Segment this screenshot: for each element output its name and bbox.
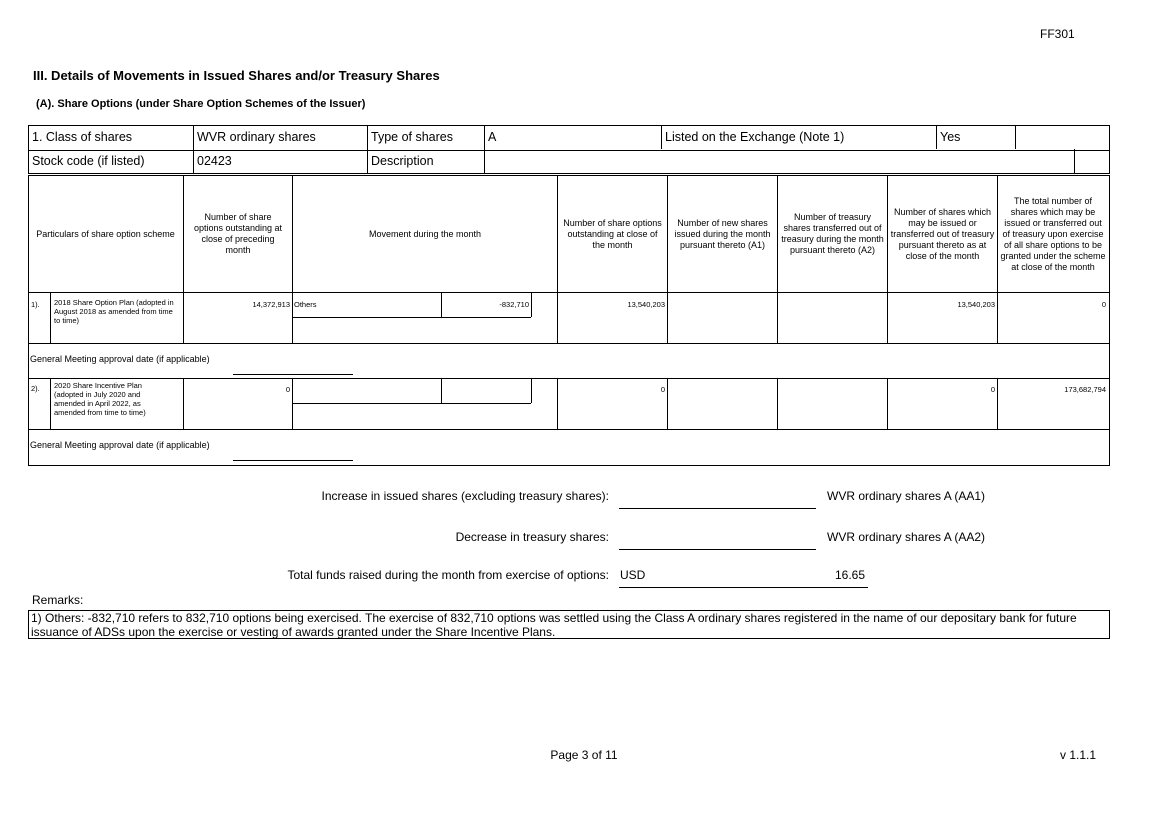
type-of-shares-value: A — [488, 130, 497, 144]
col-movement: Movement during the month — [368, 228, 482, 239]
listed-value: Yes — [940, 130, 961, 144]
row1-outstanding-close: 13,540,203 — [627, 300, 665, 309]
row1-may-be-issued: 13,540,203 — [957, 300, 995, 309]
col-total-number: The total number of shares which may be issued or transferred out of treasury upon exercise of all share options to be granted under the scheme at close of the month — [1000, 195, 1106, 272]
gm-approval-date-field-1[interactable] — [233, 374, 353, 375]
col-treasury-transferred: Number of treasury shares transferred out of treasury during the month pursuant thereto (A2) — [781, 212, 884, 255]
version: v 1.1.1 — [1060, 748, 1097, 762]
section-title: III. Details of Movements in Issued Shares and/or Treasury Shares — [33, 68, 440, 83]
remarks-text: 1) Others: -832,710 refers to 832,710 options being exercised. The exercise of 832,710 options was settled using the Class A ordinary shares registered in the name of our depositary bank for future issuance of ADSs upon the exercise or vesting of awards granted under the Share Incentive Plans. — [28, 610, 1110, 639]
increase-unit: WVR ordinary shares A (AA1) — [827, 489, 986, 503]
col-outstanding-preceding: Number of share options outstanding at close of preceding month — [193, 212, 283, 255]
gm-approval-date-field-2[interactable] — [233, 460, 353, 461]
subsection-title: (A). Share Options (under Share Option Schemes of the Issuer) — [36, 98, 366, 110]
stock-code-label: Stock code (if listed) — [32, 154, 145, 168]
class-of-shares-label: 1. Class of shares — [32, 130, 133, 144]
row2-total-number: 173,682,794 — [1064, 385, 1106, 394]
col-new-shares: Number of new shares issued during the month pursuant thereto (A1) — [674, 217, 771, 250]
listed-label: Listed on the Exchange (Note 1) — [665, 130, 845, 144]
funds-currency-underline — [619, 587, 669, 588]
description-label: Description — [371, 154, 434, 168]
row1-movement-type: Others — [294, 300, 317, 309]
decrease-unit: WVR ordinary shares A (AA2) — [827, 530, 986, 544]
decrease-label: Decrease in treasury shares: — [455, 530, 609, 544]
row2-scheme: 2020 Share Incentive Plan (adopted in July 2020 and amended in April 2022, as amended from time to time) — [54, 381, 146, 417]
row2-index: 2). — [31, 384, 40, 393]
row1-scheme: 2018 Share Option Plan (adopted in August 2018 as amended from time to time) — [54, 298, 174, 325]
row1-outstanding-preceding: 14,372,913 — [252, 300, 290, 309]
decrease-field[interactable] — [619, 549, 816, 550]
funds-value: 16.65 — [835, 568, 866, 582]
remarks-label: Remarks: — [32, 593, 84, 607]
increase-field[interactable] — [619, 508, 816, 509]
class-of-shares-value: WVR ordinary shares — [197, 130, 316, 144]
row2-outstanding-preceding: 0 — [285, 385, 290, 394]
col-may-be-issued: Number of shares which may be issued or transferred out of treasury pursuant thereto as at close of the month — [890, 206, 995, 261]
funds-currency: USD — [620, 568, 646, 582]
row1-total-number: 0 — [1101, 300, 1106, 309]
type-of-shares-label: Type of shares — [371, 130, 453, 144]
page-number: Page 3 of 11 — [550, 748, 618, 762]
gm-approval-label-2: General Meeting approval date (if applicable) — [30, 440, 210, 450]
stock-code-value: 02423 — [197, 154, 232, 168]
increase-label: Increase in issued shares (excluding treasury shares): — [321, 489, 609, 503]
row1-index: 1). — [31, 300, 40, 309]
row1-movement-value: -832,710 — [499, 300, 529, 309]
gm-approval-label-1: General Meeting approval date (if applicable) — [30, 354, 210, 364]
col-outstanding-close: Number of share options outstanding at close of the month — [563, 217, 662, 250]
funds-label: Total funds raised during the month from exercise of options: — [287, 568, 609, 582]
stock-code-row — [28, 149, 1110, 174]
row2-outstanding-close: 0 — [660, 385, 665, 394]
funds-value-underline — [669, 587, 868, 588]
form-code: FF301 — [1040, 27, 1075, 41]
col-particulars: Particulars of share option scheme — [36, 228, 175, 239]
row2-may-be-issued: 0 — [990, 385, 995, 394]
